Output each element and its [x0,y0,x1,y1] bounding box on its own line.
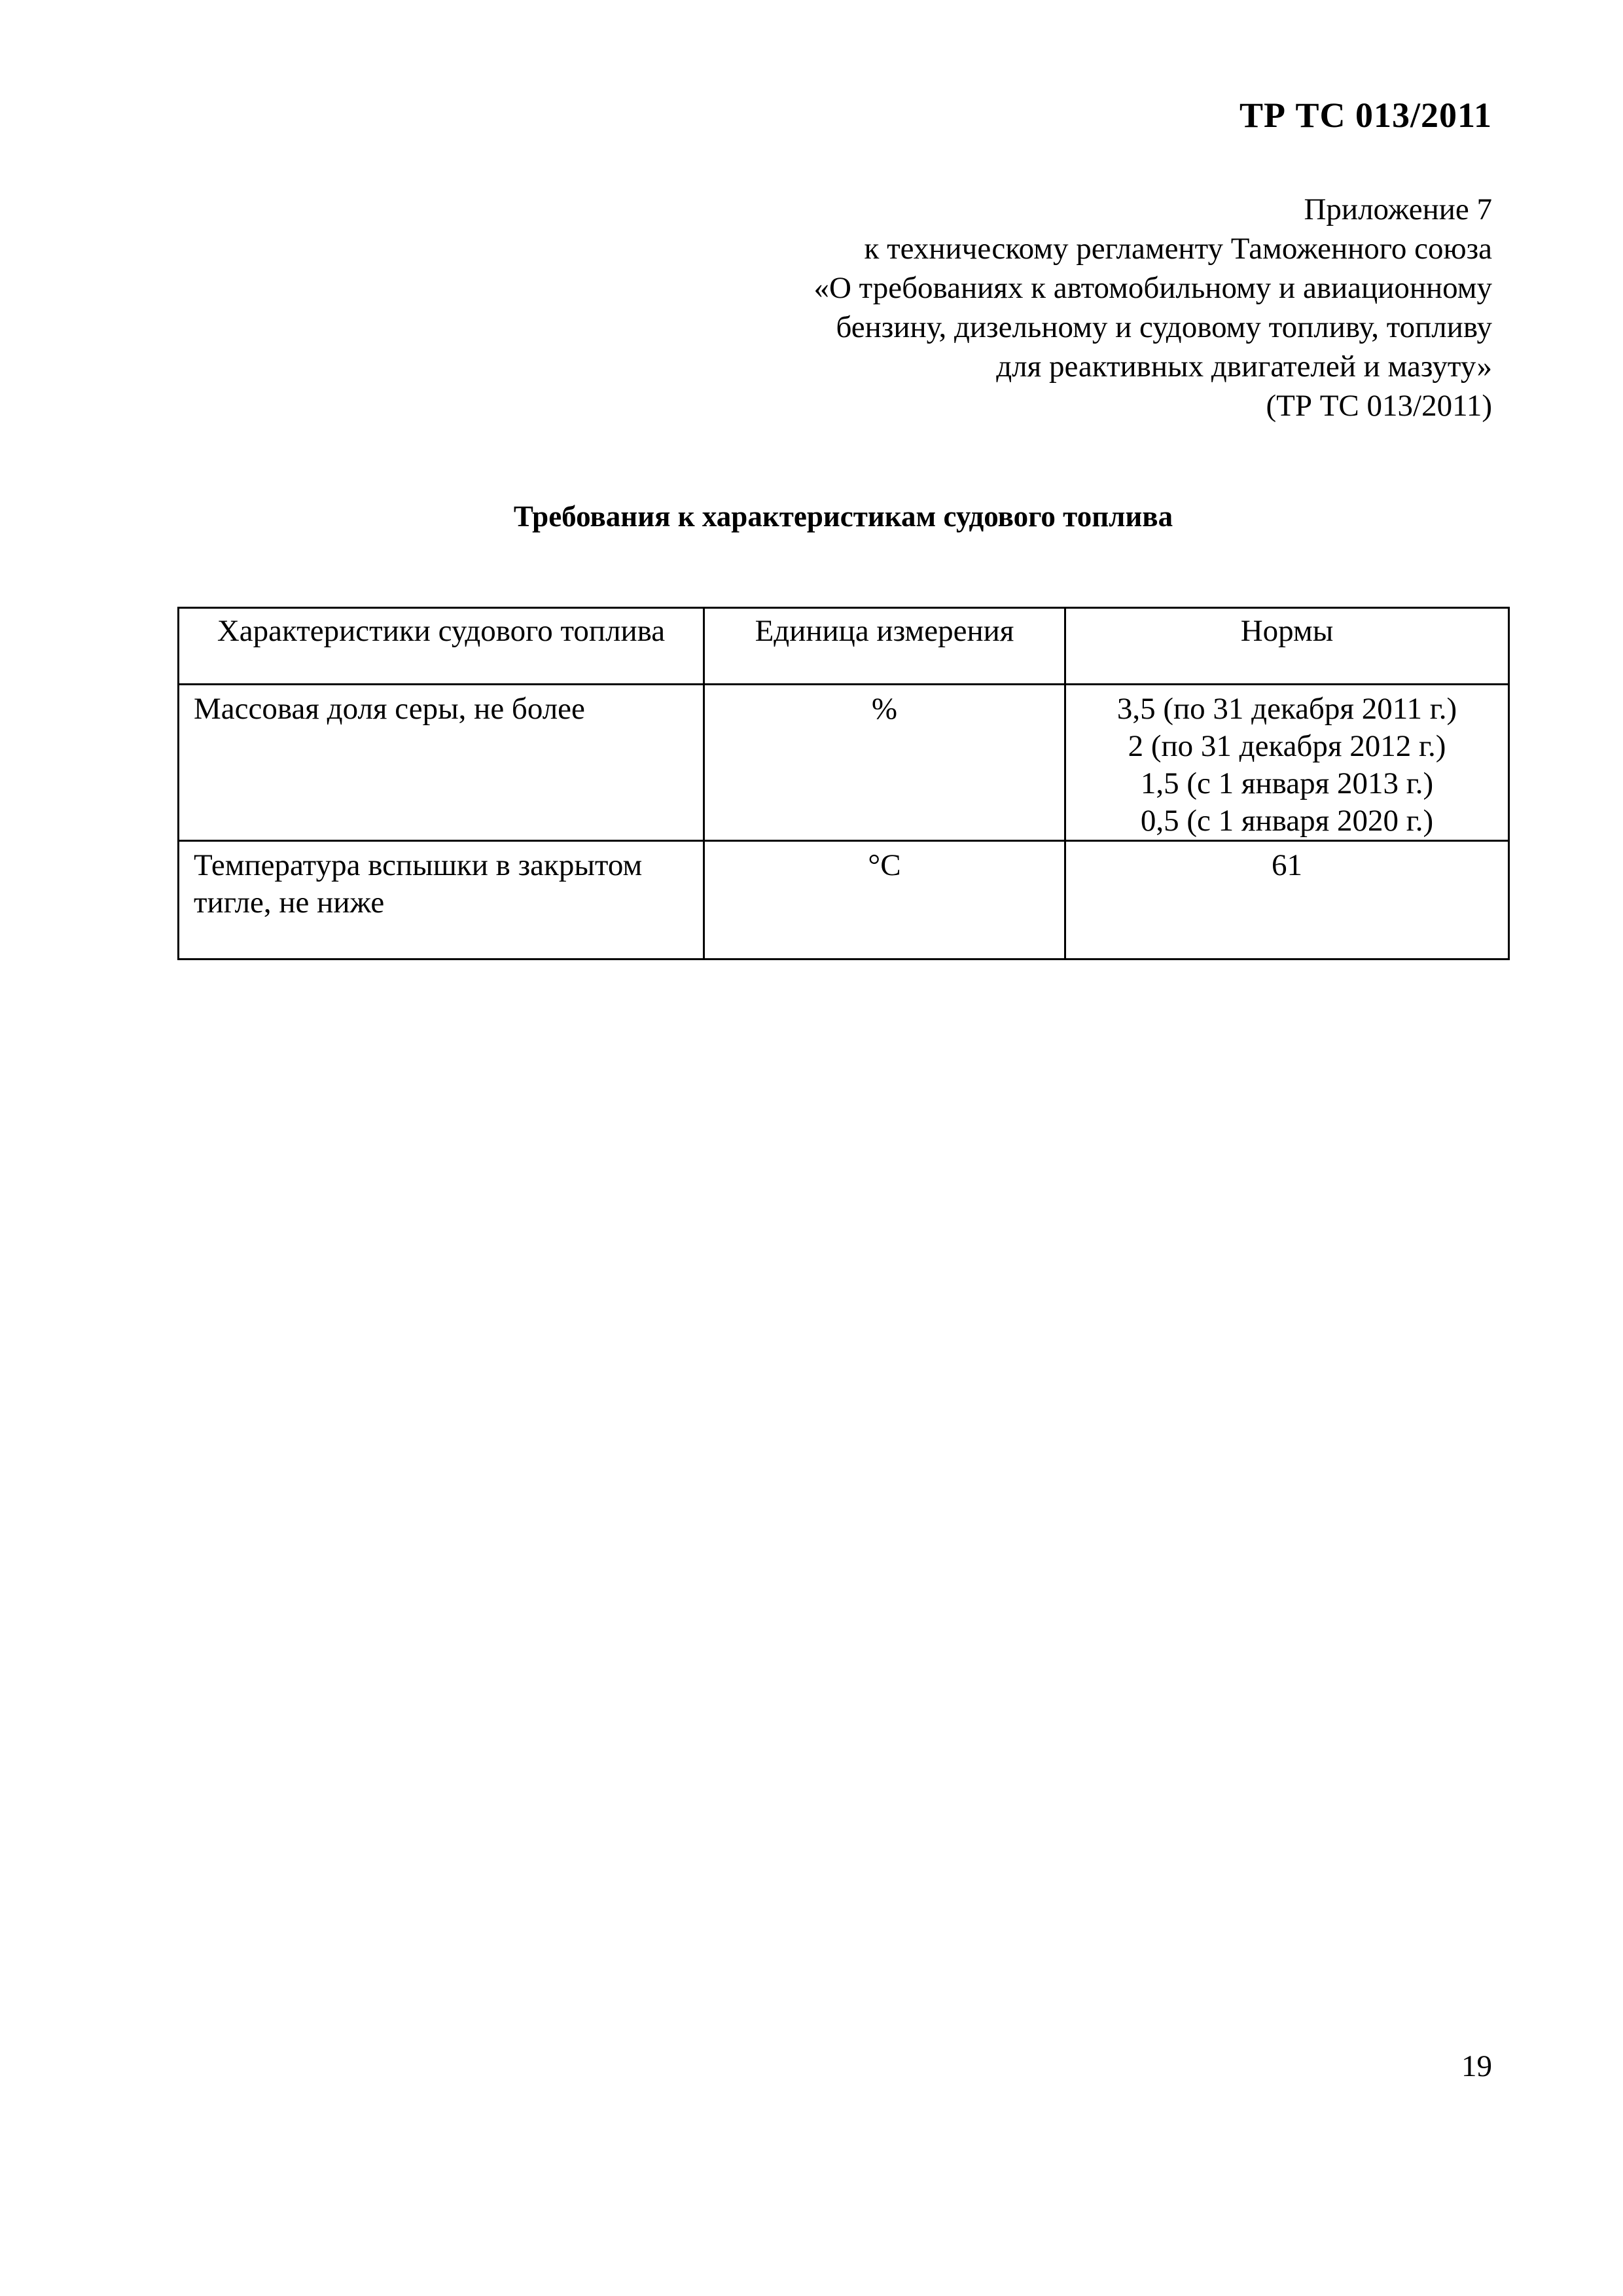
requirements-table [177,607,1510,960]
appendix-line: для реактивных двигателей и мазуту» [996,350,1492,384]
table-header-row [179,608,1509,685]
appendix-reference [813,190,1492,425]
characteristic-line: тигле, не ниже [194,886,385,920]
appendix-line: Приложение 7 [1304,192,1492,226]
norm-value: 61 [1272,848,1302,882]
norms-cell [1065,841,1509,960]
norm-value: 3,5 (по 31 декабря 2011 г.) [1116,692,1457,726]
page-number: 19 [1461,2049,1492,2083]
document-code: ТР ТС 013/2011 [1239,96,1492,135]
table-row [179,685,1509,841]
unit-cell: % [704,685,1065,841]
characteristic-cell: Массовая доля серы, не более [179,685,704,841]
header-unit: Единица измерения [704,608,1065,685]
norm-value: 1,5 (с 1 января 2013 г.) [1140,766,1434,800]
characteristic-line: Температура вспышки в закрытом [194,848,643,882]
norms-cell [1065,685,1509,841]
norm-value: 0,5 (с 1 января 2020 г.) [1140,804,1434,838]
norm-value: 2 (по 31 декабря 2012 г.) [1128,729,1446,763]
appendix-line: «О требованиях к автомобильному и авиационному [813,271,1492,305]
appendix-line: к техническому регламенту Таможенного союза [864,232,1492,266]
appendix-line: (ТР ТС 013/2011) [1266,389,1492,423]
table-row [179,841,1509,960]
section-title: Требования к характеристикам судового топлива [513,500,1173,533]
header-norms: Нормы [1065,608,1509,685]
characteristic-cell [179,841,704,960]
header-characteristic: Характеристики судового топлива [179,608,704,685]
appendix-line: бензину, дизельному и судовому топливу, топливу [836,310,1492,344]
unit-cell: °С [704,841,1065,960]
